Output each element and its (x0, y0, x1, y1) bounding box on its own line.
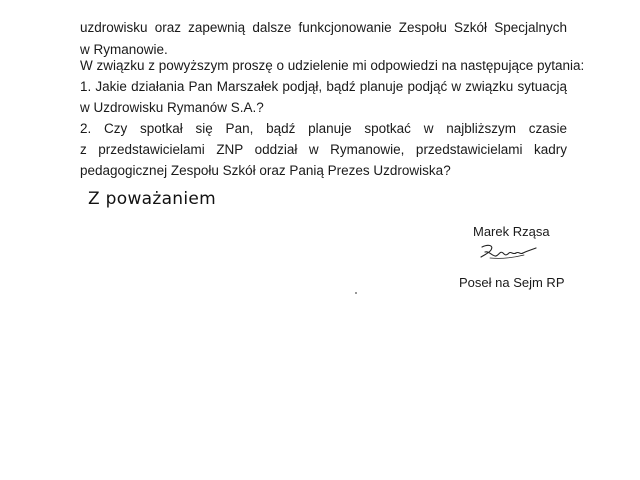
signatory-name: Marek Rząsa (473, 224, 550, 239)
question-2-line-3: pedagogicznej Zespołu Szkół oraz Panią Prezes Uzdrowiska? (80, 163, 451, 178)
handwritten-signature (478, 241, 538, 263)
question-1-line-2: w Uzdrowisku Rymanów S.A.? (80, 100, 264, 115)
signatory-title: Poseł na Sejm RP (459, 275, 565, 290)
question-2-line-2: z przedstawicielami ZNP oddział w Rymanowie, przedstawicielami kadry (80, 142, 567, 157)
paragraph-line-3: W związku z powyższym proszę o udzielenie mi odpowiedzi na następujące pytania: (80, 58, 585, 73)
question-1-line-1: 1. Jakie działania Pan Marszałek podjął, bądź planuje podjąć w związku sytuacją (80, 79, 567, 94)
question-2-line-1: 2. Czy spotkał się Pan, bądź planuje spotkać w najbliższym czasie (80, 121, 567, 136)
paragraph-line-1: uzdrowisku oraz zapewnią dalsze funkcjonowanie Zespołu Szkół Specjalnych (80, 20, 567, 35)
paragraph-line-2: w Rymanowie. (80, 42, 168, 57)
scan-speck (355, 292, 357, 294)
closing-salutation: Z poważaniem (88, 189, 217, 209)
